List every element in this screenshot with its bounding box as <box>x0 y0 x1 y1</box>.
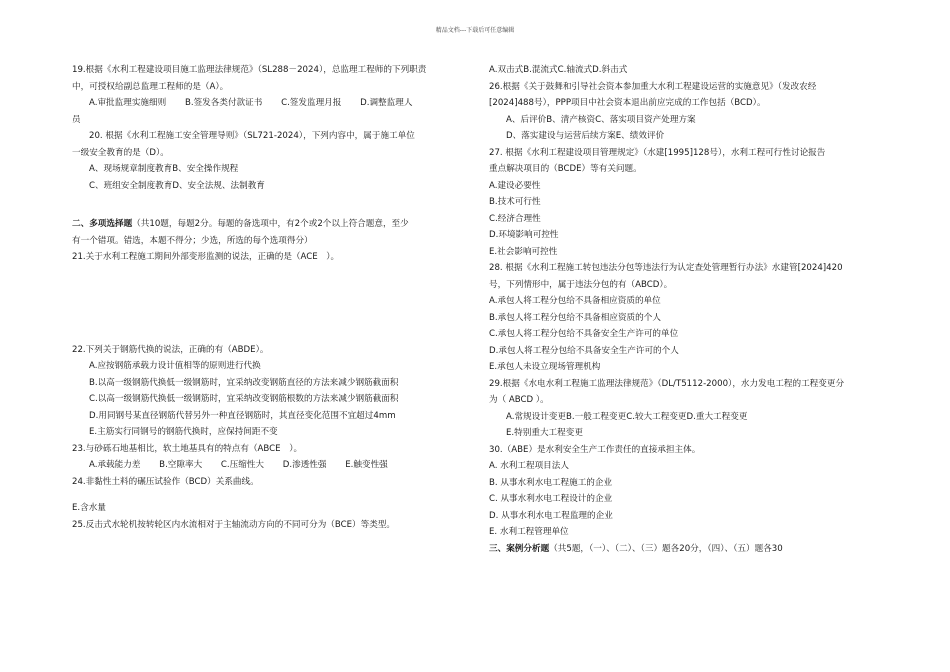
q28-stem-line2: 号，下列情形中，属于违法分包的有（ABCD）。 <box>489 279 673 290</box>
q20-stem-line2: 一级安全教育的是（D）。 <box>72 147 169 158</box>
left-column <box>72 62 467 533</box>
q19-option-b: B.签发各类付款证书 <box>184 98 263 108</box>
q22-stem: 22.下列关于钢筋代换的说法，正确的有（ABDE）。 <box>72 344 269 355</box>
q29-options-2: E.特别重大工程变更 <box>506 428 583 438</box>
q22-option-b: B.以高一级钢筋代换低一级钢筋时，宜采纳改变钢筋直径的方法来减少钢筋截面积 <box>89 377 399 388</box>
q27-option-c: C.经济合理性 <box>489 213 541 224</box>
q28-stem-line1: 28. 根据《水利工程施工转包违法分包等违法行为认定查处管理暂行办法》水建管[2024]420 <box>489 263 843 273</box>
q30-option-b: B. 从事水利水电工程施工的企业 <box>489 477 613 488</box>
q29-options-1: A.常规设计变更B.一般工程变更C.较大工程变更D.重大工程变更 <box>506 411 748 422</box>
q24-stem: 24.非黏性土料的碾压试验作（BCD）关系曲线。 <box>72 476 259 487</box>
q21-stem: 21.关于水利工程施工期间外部变形监测的说法，正确的是（ACE ）。 <box>72 252 340 262</box>
section3-title: 三、案例分析题 <box>489 543 550 554</box>
section3-heading <box>489 541 889 558</box>
q30-option-c: C. 从事水利水电工程设计的企业 <box>489 494 613 504</box>
q29-stem-line2: 为（ ABCD ）。 <box>489 395 549 405</box>
section2-title: 二、多项选择题 <box>72 219 133 229</box>
q29-stem-line1: 29.根据《水电水利工程施工监理法律规范》（DL/T5112-2000），水力发电工程的工程变更分 <box>489 378 845 389</box>
q30-stem: 30.（ABE）是水利安全生产工作责任的直接承担主体。 <box>489 444 701 455</box>
section2-desc-line1: （共10题，每题2分。每题的备选项中，有2个或2个以上符合题意，至少 <box>132 219 409 229</box>
q30-option-a: A. 水利工程项目法人 <box>489 461 569 471</box>
q23-options <box>72 457 467 474</box>
right-column <box>489 62 889 557</box>
q19-options <box>72 95 467 112</box>
q22-option-d: D.用同钢号某直径钢筋代替另外一种直径钢筋时，其直径变化范围不宜超过4mm <box>89 410 396 421</box>
q27-option-d: D.环境影响可控性 <box>489 230 559 240</box>
q27-stem-line2: 重点解决项目的（BCDE）等有关问题。 <box>489 164 642 174</box>
section3-desc: （共5题，（一）、（二）、（三）题各20分，（四）、（五）题各30 <box>549 543 783 554</box>
q27-option-e: E.社会影响可控性 <box>489 246 558 257</box>
q22-option-a: A.应按钢筋承载力设计值相等的原则进行代换 <box>89 361 261 371</box>
q26-stem-line1: 26.根据《关于鼓舞和引导社会资本参加重大水利工程建设运营的实施意见》（发改农经 <box>489 81 817 92</box>
q28-option-c: C.承包人将工程分包给不具备安全生产许可的单位 <box>489 329 679 339</box>
q19-option-d: D.调整监理人 <box>360 98 413 108</box>
q28-option-e: E.承包人未设立现场管理机构 <box>489 362 601 372</box>
q30-option-e: E. 水利工程管理单位 <box>489 527 569 537</box>
q25-stem: 25.反击式水轮机按转轮区内水流相对于主轴流动方向的不同可分为（BCE）等类型。 <box>72 519 396 530</box>
q23-option-a: A.承载能力差 <box>89 460 141 470</box>
section2-heading <box>72 216 467 233</box>
q30-option-d: D. 从事水利水电工程监理的企业 <box>489 510 613 521</box>
q25-options: A.双击式B.混流式C.轴流式D.斜击式 <box>489 65 628 75</box>
q22-option-c: C.以高一级钢筋代换低一级钢筋时，宜采纳改变钢筋根数的方法来减少钢筋截面积 <box>89 394 399 404</box>
q28-option-b: B.承包人将工程分包给不具备相应资质的个人 <box>489 312 661 323</box>
q23-option-c: C.压缩性大 <box>220 460 265 470</box>
q23-stem: 23.与砂砾石地基相比，软土地基具有的特点有（ABCE ）。 <box>72 443 303 454</box>
q20-options-1: A、现场规章制度教育B、安全操作规程 <box>89 164 239 174</box>
q19-option-cont: 员 <box>72 114 81 125</box>
page-header: 精品文档---下载后可任意编辑 <box>435 27 515 34</box>
q26-options-2: D、落实建设与运营后续方案E、绩效评价 <box>506 131 665 141</box>
q27-stem-line1: 27. 根据《水利工程建设项目管理规定》（水建[1995]128号），水利工程可行性讨论报告 <box>489 147 826 158</box>
q23-option-e: E.触变性强 <box>345 460 388 470</box>
q20-stem-line1: 20. 根据《水利工程施工安全管理导则》（SL721-2024），下列内容中，属于施工单位 <box>89 131 415 141</box>
q19-option-c: C.签发监理月报 <box>281 98 342 108</box>
q24-option-e: E.含水量 <box>72 503 106 513</box>
q28-option-a: A.承包人将工程分包给不具备相应资质的单位 <box>489 296 661 306</box>
q28-option-d: D.承包人将工程分包给不具备安全生产许可的个人 <box>489 345 679 356</box>
q23-option-d: D.渗透性强 <box>282 460 327 470</box>
q19-stem-line2: 中，可授权给副总监理工程师的是（A）。 <box>72 81 229 92</box>
q23-option-b: B.空隙率大 <box>159 460 203 470</box>
q22-option-e: E.主筋实行同钢号的钢筋代换时，应保持间距不变 <box>89 427 278 437</box>
section2-desc-line2: 有一个错项。错选，本题不得分；少选，所选的每个选项得分） <box>72 235 313 246</box>
q27-option-a: A.建设必要性 <box>489 180 541 191</box>
q27-option-b: B.技术可行性 <box>489 197 541 207</box>
q26-options-1: A、后评价B、清产核资C、落实项目资产处理方案 <box>506 114 696 125</box>
q19-stem-line1: 19.根据《水利工程建设项目施工监理法律规范》（SL288－2024），总监理工程师的下列职责 <box>72 65 427 75</box>
q19-option-a: A.审批监理实施细则 <box>89 98 167 108</box>
q20-options-2: C、班组安全制度教育D、安全法规、法制教育 <box>89 180 265 191</box>
q26-stem-line2: [2024]488号），PPP项目中社会资本退出前应完成的工作包括（BCD）。 <box>489 98 766 108</box>
